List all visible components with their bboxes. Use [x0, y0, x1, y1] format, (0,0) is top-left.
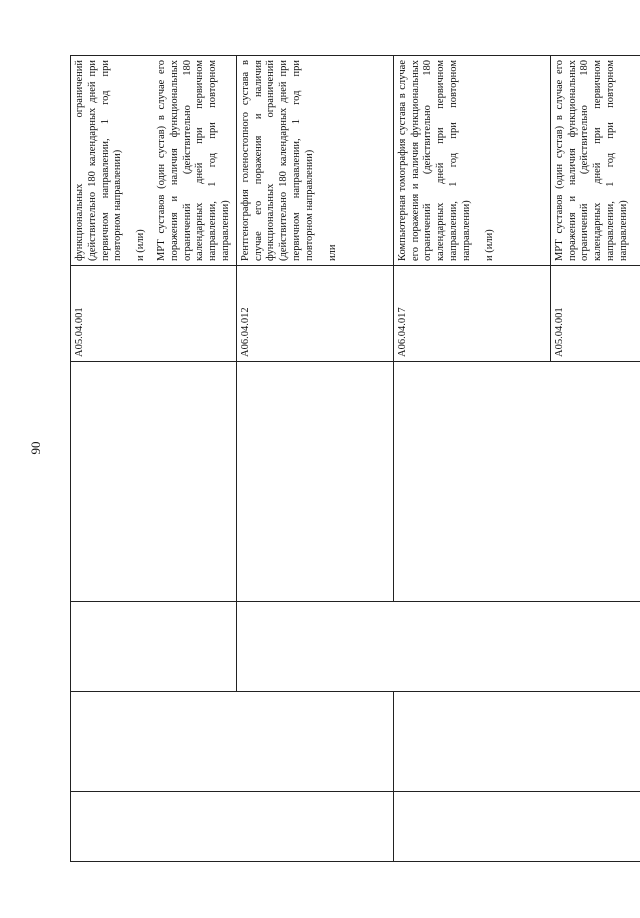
page-number: 90 [28, 441, 43, 455]
service-description-cell [71, 56, 237, 266]
service-description-cell [393, 56, 550, 266]
conjunction: и (или) [483, 229, 495, 261]
service-description: МРТ суставов (один сустав) в случае его поражения и наличия функциональных ограничений (действительно 180 календарных дней при первичном направлении, 1 год при повторном направлении) [155, 60, 231, 261]
service-code-cell [71, 266, 237, 362]
rotated-page-content [70, 22, 629, 862]
service-description: функциональных ограничений (действительно 180 календарных дней при первичном направлении, 1 год при повторном направлении) [74, 60, 124, 261]
conjunction: или [326, 244, 338, 261]
table-cell-empty [71, 792, 394, 862]
table-row [393, 56, 550, 862]
table-cell-empty [71, 602, 237, 692]
service-description: Рентгенография голеностопного сустава в случае его поражения и наличия функциональных ограничений (действительно 180 календарных дней при первичном направлении, 1 год при повторном направлении) [239, 60, 315, 261]
service-code-cell [236, 266, 393, 362]
table-cell-empty [71, 692, 394, 792]
table-cell-empty [236, 602, 640, 692]
service-description: МРТ суставов (один сустав) в случае его поражения и наличия функциональных ограничений (действительно 180 календарных дней при первичном направлении, 1 год при повторном направлении) [553, 60, 629, 261]
table-cell-empty [393, 692, 640, 792]
service-code: A05.04.001 [74, 307, 85, 357]
service-description-cell [236, 56, 393, 266]
service-code: A06.04.017 [396, 307, 408, 357]
document-table [70, 55, 640, 862]
table-cell-empty [236, 362, 393, 602]
conjunction: и (или) [135, 229, 147, 261]
service-description: Компьютерная томография сустава в случае его поражения и наличия функциональных ограничений (действительно 180 календарных дней при первичном направлении, 1 год при повторном направлении) [396, 60, 472, 261]
service-description-cell [550, 56, 640, 266]
service-code-cell [393, 266, 550, 362]
service-code-cell [550, 266, 640, 362]
table-row [71, 56, 237, 862]
service-code: A06.04.012 [239, 307, 251, 357]
service-code: A05.04.001 [553, 307, 565, 357]
table-cell-empty [393, 362, 640, 602]
table-cell-empty [71, 362, 237, 602]
table-cell-empty [393, 792, 640, 862]
